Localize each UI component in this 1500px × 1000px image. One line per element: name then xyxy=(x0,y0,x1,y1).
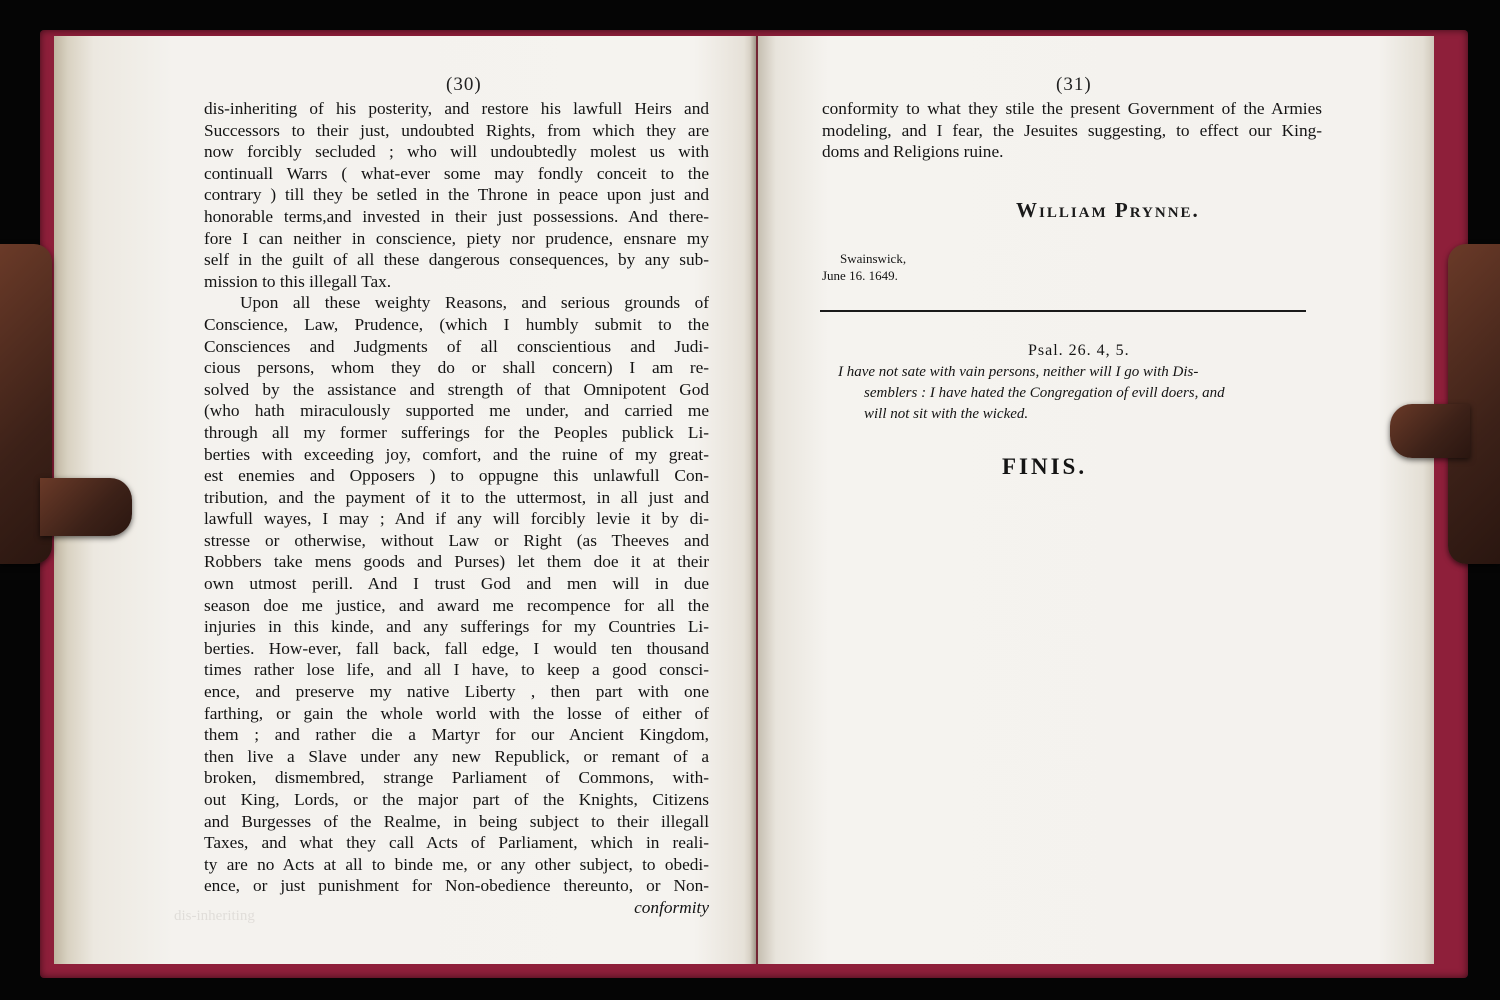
text-line: honorable terms,and invested in their just possessions. And there- xyxy=(204,206,709,226)
text-line: (who hath miraculously supported me under, and carried me xyxy=(204,401,709,421)
author-signature: William Prynne. xyxy=(1016,198,1200,222)
text-line: Taxes, and what they call Acts of Parliament, which in reali- xyxy=(204,833,709,853)
psalm-reference: Psal. 26. 4, 5. xyxy=(1028,342,1130,359)
text-line: berties. How-ever, fall back, fall edge, I would ten thousand xyxy=(204,638,709,658)
right-page-clip-arm xyxy=(1390,404,1470,458)
text-line: ence, and preserve my native Liberty , then part with one xyxy=(204,682,709,702)
verse-line: I have not sate with vain persons, neither will I go with Dis- xyxy=(838,364,1199,380)
right-page-text xyxy=(822,98,1322,163)
text-line: stresse or otherwise, without Law or Right (as Theeves and xyxy=(204,530,709,550)
text-line: doms and Religions ruine. xyxy=(822,142,1004,162)
text-line: now forcibly secluded ; who will undoubtedly molest us with xyxy=(204,142,709,162)
text-line: berties with exceeding joy, comfort, and the ruine of my great- xyxy=(204,444,709,464)
page-number: (31) xyxy=(1056,74,1092,95)
text-line: modeling, and I fear, the Jesuites suggesting, to effect our King- xyxy=(822,120,1322,140)
page-number: (30) xyxy=(446,74,482,95)
text-line: Conscience, Law, Prudence, (which I humbly submit to the xyxy=(204,314,709,334)
text-line: mission to this illegall Tax. xyxy=(204,271,392,291)
place-date xyxy=(822,250,906,284)
text-line: then live a Slave under any new Republick, or remant of a xyxy=(204,746,709,766)
text-line: dis-inheriting of his posterity, and restore his lawfull Heirs and xyxy=(204,99,709,118)
text-line: conformity to what they stile the present Government of the Armies xyxy=(822,99,1322,118)
text-line: out King, Lords, or the major part of the Knights, Citizens xyxy=(204,790,709,809)
catchword: conformity xyxy=(634,897,709,917)
psalm-verse xyxy=(838,362,1316,425)
text-line: est enemies and Opposers ) to oppugne this unlawfull Con- xyxy=(204,466,709,486)
text-line: injuries in this kinde, and any sufferings for my Countries Li- xyxy=(204,617,709,637)
bleed-through: dis-inheriting xyxy=(174,908,255,924)
text-line: continuall Warrs ( what-ever some may fondly conceit to the xyxy=(204,163,709,183)
right-page xyxy=(758,36,1434,964)
place-name: Swainswick, xyxy=(840,251,907,266)
text-line: through all my former sufferings for the Peoples publick Li- xyxy=(204,422,709,442)
verse-line: will not sit with the wicked. xyxy=(864,406,1029,422)
text-line: season doe me justice, and award me recompence for all the xyxy=(204,595,709,615)
text-line: self in the guilt of all these dangerous consequences, by any sub- xyxy=(204,250,709,270)
text-line: Upon all these weighty Reasons, and serious grounds of xyxy=(240,293,709,313)
text-line: lawfull wayes, I may ; And if any will forcibly levie it by di- xyxy=(204,509,709,529)
text-line: tribution, and the payment of it to the uttermost, in all just and xyxy=(204,487,709,507)
text-line: fore I can neither in conscience, piety nor prudence, ensnare my xyxy=(204,228,709,248)
text-line: broken, dismembred, strange Parliament of Commons, with- xyxy=(204,768,709,788)
text-line: solved by the assistance and strength of that Omnipotent God xyxy=(204,379,709,399)
text-line: farthing, or gain the whole world with the losse of either of xyxy=(204,703,709,723)
text-line: contrary ) till they be setled in the Throne in peace upon just and xyxy=(204,185,709,205)
finis-heading: FINIS. xyxy=(1002,454,1088,479)
left-page-clip-arm xyxy=(40,478,132,536)
text-line: ence, or just punishment for Non-obedience thereunto, or Non- xyxy=(204,876,709,896)
text-line: ty are no Acts at all to binde me, or any other subject, to obedi- xyxy=(204,854,709,874)
text-line: Robbers take mens goods and Purses) let them doe it at their xyxy=(204,552,709,572)
text-line: own utmost perill. And I trust God and men will in due xyxy=(204,574,709,594)
horizontal-rule xyxy=(820,310,1306,312)
date-line: June 16. 1649. xyxy=(822,268,898,283)
text-line: Consciences and Judgments of all conscientious and Judi- xyxy=(204,336,709,356)
left-page-text xyxy=(204,98,709,919)
text-line: Successors to their just, undoubted Rights, from which they are xyxy=(204,120,709,140)
text-line: cious persons, whom they do or shall concern) I am re- xyxy=(204,358,709,378)
verse-line: semblers : I have hated the Congregation of evill doers, and xyxy=(864,385,1225,401)
text-line: times rather lose life, and all I have, to keep a good consci- xyxy=(204,660,709,680)
text-line: and Burgesses of the Realme, in being subject to their illegall xyxy=(204,811,709,831)
left-page xyxy=(54,36,756,964)
text-line: them ; and rather die a Martyr for our Ancient Kingdom, xyxy=(204,725,709,745)
